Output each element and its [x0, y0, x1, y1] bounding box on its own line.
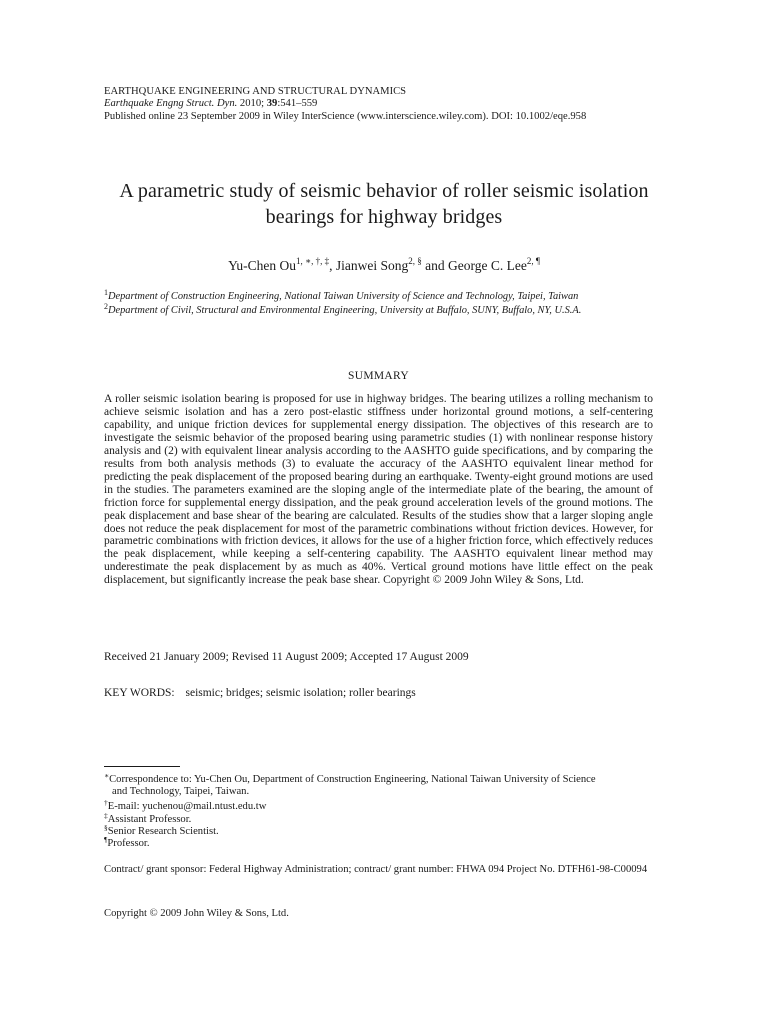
paper-title: A parametric study of seismic behavior of roller seismic isolation bearings for highway bridges: [119, 180, 649, 228]
author-marks: 1, ∗, †, ‡: [295, 256, 330, 266]
citation-line: [104, 98, 317, 110]
journal-name: EARTHQUAKE ENGINEERING AND STRUCTURAL DYNAMICS: [104, 86, 407, 97]
keywords: [104, 687, 416, 699]
journal-abbrev: Earthquake Engng Struct. Dyn.: [104, 98, 238, 109]
copyright-notice: Copyright © 2009 John Wiley & Sons, Ltd.: [104, 908, 289, 919]
author-marks: 2, ¶: [526, 256, 540, 266]
author-name: Yu-Chen Ou: [228, 258, 296, 273]
footnote-divider: [104, 766, 180, 767]
footnote-assistant-professor: [104, 811, 192, 826]
affiliation-text: Department of Civil, Structural and Environmental Engineering, University at Buffalo, SUNY, Buffalo, NY, U.S.A.: [108, 305, 582, 316]
author-separator: and: [421, 258, 448, 273]
abstract-text: A roller seismic isolation bearing is proposed for use in highway bridges. The bearing utilizes a rolling mechanism to achieve seismic isolation and has a zero post-elastic stiffness under horizontal ground motions, a self-centering capability, and unique friction devices for supplemental energy dissipation. The objectives of this research are to investigate the seismic behavior of the proposed bearing using parametric studies (1) with nonlinear response history analysis and (2) with equivalent linear analysis according to the AASHTO guide specifications, and by comparing the results from both analysis methods (3) to evaluate the accuracy of the AASHTO equivalent linear method for predicting the peak displacement of the proposed bearing during an earthquake. Twenty-eight ground motions are used in the studies. The parameters examined are the sloping angle of the intermediate plate of the bearing, the amount of friction force for supplemental energy dissipation, and the peak ground acceleration levels of the ground motions. The peak displacement and base shear of the bearing are calculated. Results of the studies show that a larger sloping angle does not reduce the peak displacement for most of the parametric combinations without friction devices. However, for parametric combinations with friction devices, it allows for the use of a higher friction force, which effectively reduces the peak displacement, while keeping a self-centering capability. The AASHTO equivalent linear method may underestimate the peak displacement by as much as 40%. Vertical ground motions have little effect on the peak displacement, but significantly increase the peak base shear. Copyright © 2009 John Wiley & Sons, Ltd.: [104, 393, 653, 587]
keywords-label: KEY WORDS:: [104, 687, 175, 699]
affiliation-mark: 2: [104, 302, 108, 311]
author-marks: 2, §: [408, 256, 422, 266]
affiliation-text: Department of Construction Engineering, National Taiwan University of Science and Technology, Taipei, Taiwan: [108, 291, 579, 302]
footnote-text: and Technology, Taipei, Taiwan.: [112, 785, 250, 797]
citation-pages: :541–559: [277, 98, 318, 109]
footnote-mark: §: [104, 823, 108, 832]
author-name: George C. Lee: [447, 258, 527, 273]
keywords-text: seismic; bridges; seismic isolation; roller bearings: [185, 687, 416, 699]
footnote-text: Assistant Professor.: [107, 814, 192, 825]
publication-info: Published online 23 September 2009 in Wiley InterScience (www.interscience.wiley.com). DOI: 10.1002/eqe.958: [104, 111, 587, 122]
author-name: Jianwei Song: [335, 258, 409, 273]
footnote-text: Senior Research Scientist.: [107, 826, 219, 837]
citation-year: 2010;: [237, 98, 267, 109]
received-dates: Received 21 January 2009; Revised 11 August 2009; Accepted 17 August 2009: [104, 651, 469, 663]
footnote-mark: ¶: [104, 835, 108, 844]
citation-volume: 39: [266, 98, 278, 109]
footnote-text: Correspondence to: Yu-Chen Ou, Department of Construction Engineering, National Taiwan University of Science: [109, 774, 596, 785]
footnote-correspondence: [104, 771, 653, 797]
affiliation-mark: 1: [104, 288, 108, 297]
contract-sponsor: Contract/ grant sponsor: Federal Highway Administration; contract/ grant number: FHWA 094 Project No. DTFH61-98-C00094: [104, 864, 648, 875]
summary-heading: SUMMARY: [348, 370, 409, 382]
affiliation-1: [104, 288, 579, 302]
footnote-mark: ‡: [104, 811, 108, 820]
footnote-mark: ∗: [104, 771, 110, 780]
author-separator: ,: [329, 258, 336, 273]
footnote-text: Professor.: [107, 838, 150, 849]
footnote-mark: †: [104, 798, 108, 807]
affiliation-2: [104, 302, 582, 316]
footnote-text: E-mail: yuchenou@mail.ntust.edu.tw: [107, 801, 267, 812]
footnote-senior-scientist: [104, 823, 219, 838]
footnote-professor: [104, 835, 150, 850]
author-list: [104, 258, 664, 274]
footnote-email: [104, 798, 267, 813]
